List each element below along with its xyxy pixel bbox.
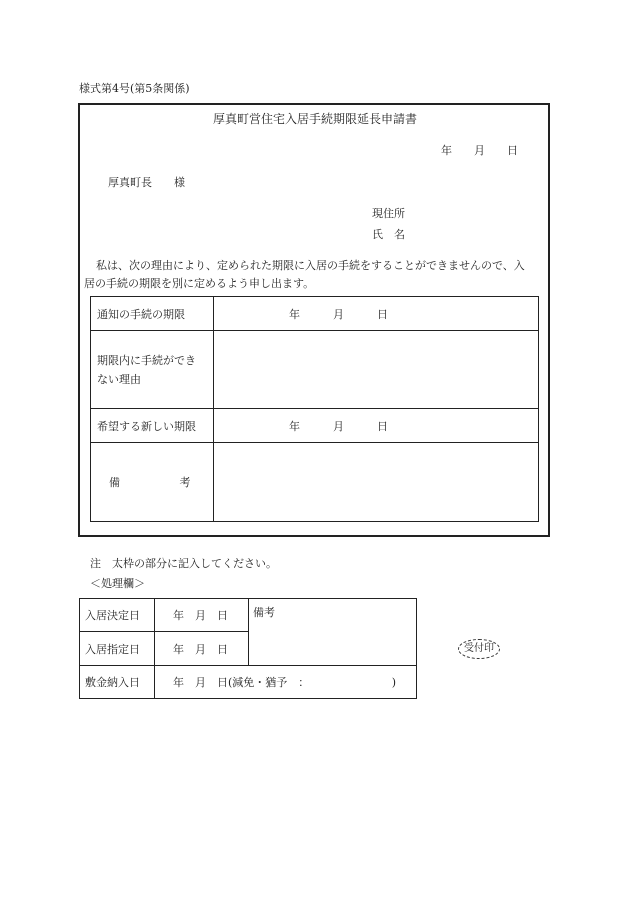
remarks-label-a: 備 <box>109 476 120 489</box>
body-text-line2: 居の手続の期限を別に定めるよう申し出ます。 <box>84 277 315 290</box>
move-in-designated-date: 年 月 日 <box>155 632 249 666</box>
table-row <box>80 599 417 632</box>
reason-label-line1: 期限内に手続ができ <box>97 354 196 367</box>
form-number: 様式第4号(第5条関係) <box>79 82 190 95</box>
reason-label <box>91 331 214 409</box>
remarks-label <box>91 443 214 522</box>
deadline-date: 年 月 日 <box>214 297 539 331</box>
remarks-label-b: 考 <box>179 476 191 489</box>
deposit-paid-value: 年 月 日(減免・猶予 ： ) <box>155 666 417 699</box>
note: 注 太枠の部分に記入してください。 <box>90 557 277 570</box>
table-row <box>91 409 539 443</box>
processing-heading: ＜処理欄＞ <box>90 577 145 590</box>
detail-table <box>90 296 539 522</box>
address-label: 現住所 <box>372 207 405 220</box>
processing-remarks-label: 備考 <box>253 606 275 619</box>
reception-stamp: 受付印 <box>458 639 500 659</box>
deposit-paid-label: 敷金納入日 <box>80 666 155 699</box>
move-in-decision-label: 入居決定日 <box>80 599 155 632</box>
addressee: 厚真町長 様 <box>108 176 185 189</box>
reason-field <box>214 331 539 409</box>
deadline-label: 通知の手続の期限 <box>91 297 214 331</box>
table-row <box>80 666 417 699</box>
new-deadline-date: 年 月 日 <box>214 409 539 443</box>
date-line: 年 月 日 <box>441 144 518 157</box>
new-deadline-label: 希望する新しい期限 <box>91 409 214 443</box>
form-title: 厚真町営住宅入居手続期限延長申請書 <box>212 112 417 126</box>
processing-table <box>79 598 417 699</box>
reason-label-line2: ない理由 <box>97 373 141 386</box>
move-in-designated-label: 入居指定日 <box>80 632 155 666</box>
move-in-decision-date: 年 月 日 <box>155 599 249 632</box>
table-row <box>91 331 539 409</box>
name-label: 氏 名 <box>372 228 405 241</box>
processing-remarks <box>249 599 417 666</box>
remarks-field <box>214 443 539 522</box>
table-row <box>91 443 539 522</box>
table-row <box>91 297 539 331</box>
body-text-line1: 私は、次の理由により、定められた期限に入居の手続をすることができませんので、入 <box>96 259 525 272</box>
